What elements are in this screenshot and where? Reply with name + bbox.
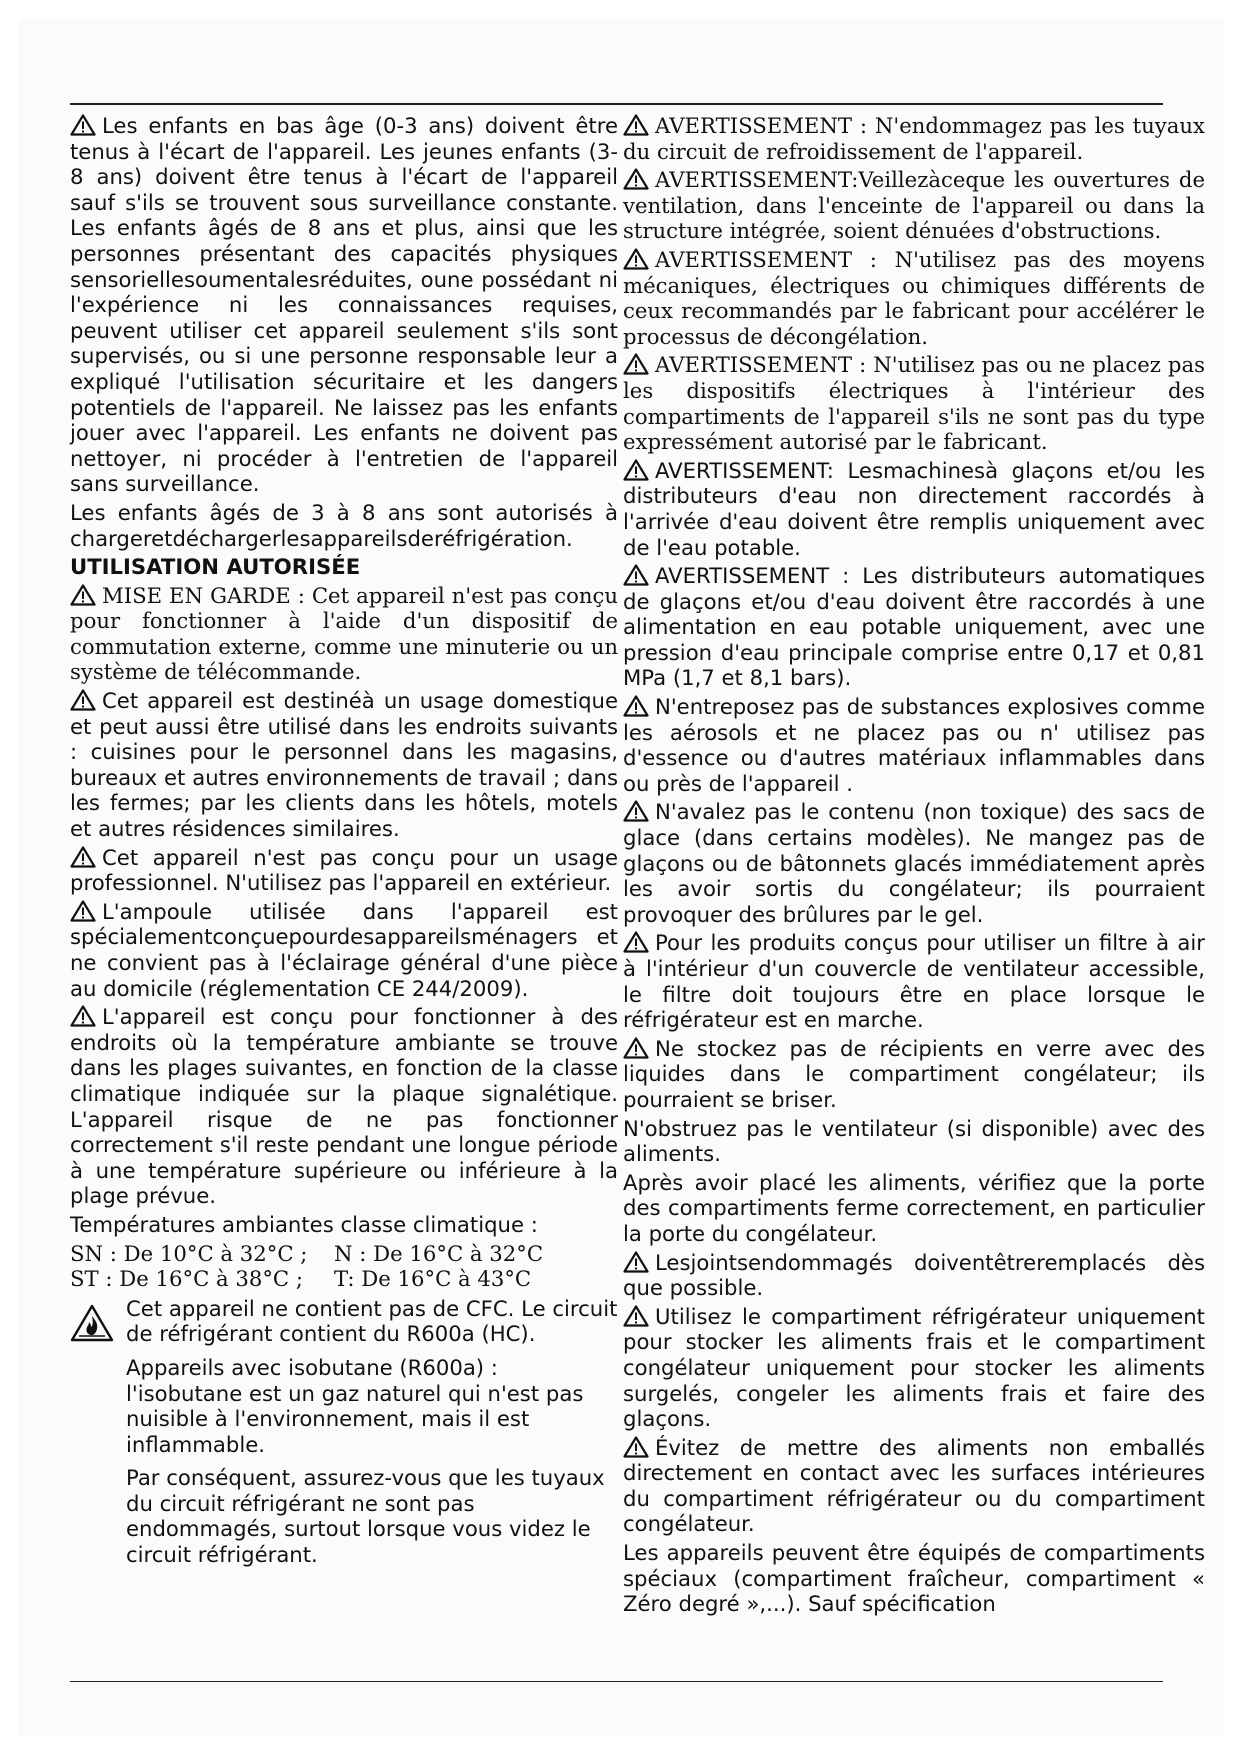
temp-class-n: N : De 16°C à 32°C [334,1240,544,1266]
paragraph-children-loading: Les enfants âgés de 3 à 8 ans sont autorisés à chargeretdéchargerlesappareilsderéfrigération. [70,499,618,551]
warning-triangle-icon [623,800,649,822]
warning-triangle-icon [623,1251,649,1273]
warning-triangle-icon [70,900,96,922]
paragraph-ambient-temperature: L'appareil est conçu pour fonctionner à des endroits où la température ambiante se trouve dans les plages suivantes, en fonction de la classe climatique indiquée sur la plaque signalétique. L'appareil risque de ne pas fonctionner correctement s'il reste pendant une longue période à une température supérieure ou inférieure à la plage prévue. [70,1004,618,1209]
warning-triangle-icon [623,114,649,136]
paragraph-bulb: L'ampoule utilisée dans l'appareil est spécialementconçuepourdesappareilsménagers et ne convient pas à l'éclairage général d'une pièce au domicile (réglementation CE 244/2009). [70,898,618,1001]
top-rule [70,103,1163,105]
paragraph-refrigerant-pipes: Par conséquent, assurez-vous que les tuyaux du circuit réfrigérant ne sont pas endommagés, surtout lorsque vous videz le circuit réfrigérant. [126,1465,605,1568]
warning-triangle-icon [623,248,649,270]
paragraph-compartments-use: Utilisez le compartiment réfrigérateur uniquement pour stocker les aliments frais et le compartiment congélateur uniquement pour stocker les aliments surgelés, congeler les aliments frais et faire des glaçons. [623,1303,1205,1432]
warning-triangle-icon [623,168,649,190]
left-column [70,113,618,1576]
temperature-row-1 [70,1241,618,1267]
paragraph-cfc: Cet appareil ne contient pas de CFC. Le circuit de réfrigérant contient du R600a (HC). [126,1295,618,1347]
warning-ventilation: AVERTISSEMENT:Veillezàceque les ouvertures de ventilation, dans l'enceinte de l'appareil ou dans la structure intégrée, soient dénuées d'obstructions. [623,167,1205,244]
paragraph-seals: Lesjointsendommagés doiventêtreremplacés dès que possible. [623,1249,1205,1301]
warning-triangle-icon [70,584,96,606]
warning-triangle-icon [70,114,96,136]
right-column [623,113,1205,1620]
warning-pipes: AVERTISSEMENT : N'endommagez pas les tuyaux du circuit de refroidissement de l'appareil. [623,113,1205,164]
paragraph-special-compartments: Les appareils peuvent être équipés de compartiments spéciaux (compartiment fraîcheur, compartiment « Zéro degré »,...). Sauf spécification [623,1540,1205,1617]
paragraph-fan: N'obstruez pas le ventilateur (si disponible) avec des aliments. [623,1115,1205,1167]
warning-automatic-dispensers: AVERTISSEMENT : Les distributeurs automatiques de glaçons et/ou d'eau doivent être raccordés à une alimentation en eau potable uniquement, avec une pression d'eau principale comprise entre 0,17 et 0,81 MPa (1,7 et 8,1 bars). [623,563,1205,691]
temperature-row-2 [70,1266,618,1292]
warning-electrical-devices: AVERTISSEMENT : N'utilisez pas ou ne placez pas les dispositifs électriques à l'intérieur des compartiments de l'appareil s'ils ne sont pas du type expressément autorisé par le fabricant. [623,352,1205,455]
paragraph-air-filter: Pour les produits conçus pour utiliser un filtre à air à l'intérieur d'un couvercle de ventilateur accessible, le filtre doit toujours être en place lorsque le réfrigérateur est en marche. [623,930,1205,1033]
paragraph-glass-containers: Ne stockez pas de récipients en verre avec des liquides dans le compartiment congélateur; ils pourraient se briser. [623,1035,1205,1112]
warning-ice-machines: AVERTISSEMENT: Lesmachinesà glaçons et/ou les distributeurs d'eau non directement raccordés à l'arrivée d'eau doivent être remplis uniquement avec de l'eau potable. [623,457,1205,560]
warning-triangle-icon [623,695,649,717]
temp-class-sn: SN : De 10°C à 32°C ; [70,1240,308,1266]
warning-triangle-icon [70,846,96,868]
paragraph-ice-packs: N'avalez pas le contenu (non toxique) des sacs de glace (dans certains modèles). Ne mangez pas de glaçons ou de bâtonnets glacés immédiatement après les avoir sortis du congélateur; ils pourraient provoquer des brûlures par le gel. [623,799,1205,927]
warning-triangle-icon [70,689,96,711]
paragraph-children-warning: Les enfants en bas âge (0-3 ans) doivent être tenus à l'écart de l'appareil. Les jeunes enfants (3-8 ans) doivent être tenus à l'écart de l'appareil sauf s'ils se trouvent sous surveillance constante. Les enfants âgés de 8 ans et plus, ainsi que les personnes présentant des capacités physiques sensoriellesoumentalesréduites, oune possédant ni l'expérience ni les connaissances requises, peuvent utiliser cet appareil seulement s'ils sont supervisés, ou si une personne responsable leur a expliqué l'utilisation sécuritaire et les dangers potentiels de l'appareil. Ne laissez pas les enfants jouer avec l'appareil. Les enfants ne doivent pas nettoyer, ni procéder à l'entretien de l'appareil sans surveillance. [70,113,618,497]
warning-triangle-icon [623,1436,649,1458]
paragraph-explosives: N'entreposez pas de substances explosives comme les aérosols et ne placez pas ou n' utilisez pas d'essence ou d'autres matériaux inflammables dans ou près de l'appareil . [623,694,1205,796]
paragraph-mise-en-garde: MISE EN GARDE : Cet appareil n'est pas conçu pour fonctionner à l'aide d'un dispositif de commutation externe, comme une minuterie ou un système de télécommande. [70,582,618,685]
warning-defrost: AVERTISSEMENT : N'utilisez pas des moyens mécaniques, électriques ou chimiques différents de ceux recommandés par le fabricant pour accélérer le processus de décongélation. [623,246,1205,349]
warning-triangle-icon [623,1037,649,1059]
paragraph-isobutane: Appareils avec isobutane (R600a) : l'isobutane est un gaz naturel qui n'est pas nuisible à l'environnement, mais il est inflammable. [126,1354,584,1457]
warning-triangle-icon [623,564,649,586]
flammable-warning-icon [70,1304,114,1342]
section-heading-authorized-use: UTILISATION AUTORISÉE [70,554,361,580]
warning-triangle-icon [623,459,649,481]
refrigerant-info-block [70,1296,618,1568]
temperature-classes-heading: Températures ambiantes classe climatique : [70,1211,538,1237]
temp-class-t: T: De 16°C à 43°C [334,1266,532,1292]
warning-triangle-icon [623,353,649,375]
bottom-rule [70,1681,1163,1682]
paragraph-doors: Après avoir placé les aliments, vérifiez que la porte des compartiments ferme correctement, en particulier la porte du congélateur. [623,1169,1205,1246]
warning-triangle-icon [623,931,649,953]
paragraph-domestic-use: Cet appareil est destinéà un usage domestique et peut aussi être utilisé dans les endroits suivants : cuisines pour le personnel dans les magasins, bureaux et autres environnements de travail ; dans les fermes; par les clients dans les hôtels, motels et autres résidences similaires. [70,688,618,842]
paragraph-unpackaged-food: Évitez de mettre des aliments non emballés directement en contact avec les surfaces intérieures du compartiment réfrigérateur ou du compartiment congélateur. [623,1434,1205,1537]
paragraph-not-professional: Cet appareil n'est pas conçu pour un usage professionnel. N'utilisez pas l'appareil en extérieur. [70,844,618,896]
temp-class-st: ST : De 16°C à 38°C ; [70,1266,304,1292]
warning-triangle-icon [623,1305,649,1327]
warning-triangle-icon [70,1005,96,1027]
